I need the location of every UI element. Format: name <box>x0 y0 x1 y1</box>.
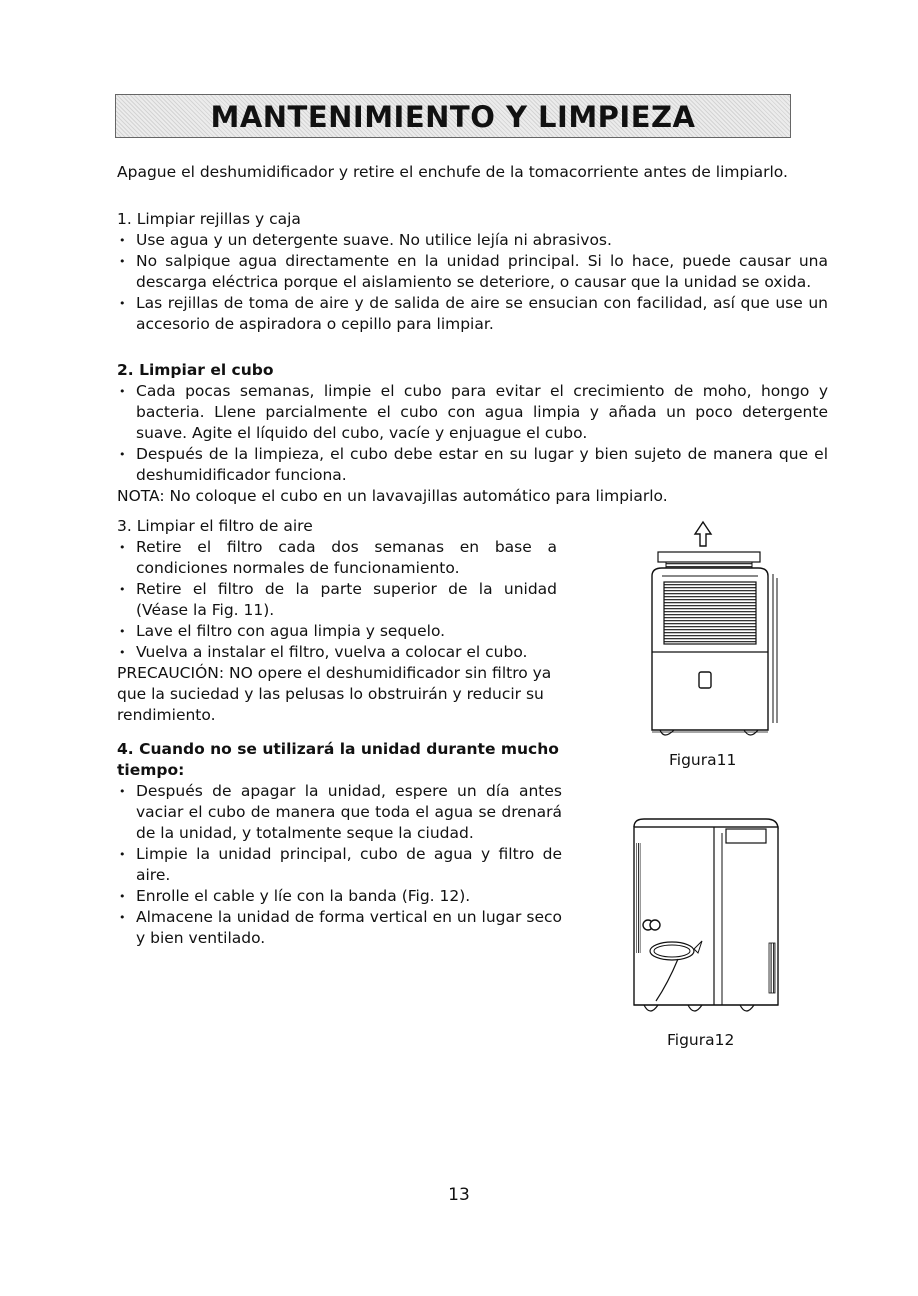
section-1 <box>117 209 828 335</box>
section-2-title: 2. Limpiar el cubo <box>117 361 274 379</box>
intro-text: Apague el deshumidificador y retire el enchufe de la tomacorriente antes de limpiarlo. <box>117 163 788 181</box>
section-4-bullets <box>117 781 562 949</box>
figure-11-caption: Figura11 <box>669 751 737 769</box>
section-1-bullets <box>117 230 828 335</box>
section-1-title: 1. Limpiar rejillas y caja <box>117 210 301 228</box>
title-banner <box>115 94 791 138</box>
section-3 <box>117 516 557 726</box>
list-item: • Retire el filtro de la parte superior de la unidad (Véase la Fig. 11). <box>117 579 557 621</box>
list-item: • Lave el filtro con agua limpia y sequelo. <box>117 621 557 642</box>
list-item: • Almacene la unidad de forma vertical en un lugar seco y bien ventilado. <box>117 907 562 949</box>
page-title: MANTENIMIENTO Y LIMPIEZA <box>210 100 696 134</box>
list-item: • No salpique agua directamente en la unidad principal. Si lo hace, puede causar una descarga eléctrica porque el aislamiento se deteriore, o causar que la unidad se oxida. <box>117 251 828 293</box>
list-item: • Después de la limpieza, el cubo debe estar en su lugar y bien sujeto de manera que el deshumidificador funciona. <box>117 444 828 486</box>
list-item: • Las rejillas de toma de aire y de salida de aire se ensucian con facilidad, así que use un accesorio de aspiradora o cepillo para limpiar. <box>117 293 828 335</box>
section-3-title: 3. Limpiar el filtro de aire <box>117 517 313 535</box>
section-3-bullets <box>117 537 557 663</box>
list-item: • Cada pocas semanas, limpie el cubo para evitar el crecimiento de moho, hongo y bacteria. Llene parcialmente el cubo con agua limpia y añada un poco detergente suave. Agite el líquido del cubo, vacíe y enjuague el cubo. <box>117 381 828 444</box>
list-item: • Use agua y un detergente suave. No utilice lejía ni abrasivos. <box>117 230 828 251</box>
section-4-title: 4. Cuando no se utilizará la unidad durante mucho tiempo: <box>117 740 559 779</box>
figure-12-illustration <box>628 813 784 1023</box>
figure-11-illustration <box>640 518 780 743</box>
figure-12-caption: Figura12 <box>667 1031 735 1049</box>
page-number: 13 <box>448 1185 470 1205</box>
section-4 <box>117 739 562 949</box>
list-item: • Limpie la unidad principal, cubo de agua y filtro de aire. <box>117 844 562 886</box>
section-2-bullets <box>117 381 828 486</box>
section-2 <box>117 360 828 507</box>
list-item: • Vuelva a instalar el filtro, vuelva a colocar el cubo. <box>117 642 557 663</box>
list-item: • Retire el filtro cada dos semanas en base a condiciones normales de funcionamiento. <box>117 537 557 579</box>
list-item: • Después de apagar la unidad, espere un día antes vaciar el cubo de manera que toda el agua se drenará de la unidad, y totalmente seque la ciudad. <box>117 781 562 844</box>
section-2-note: NOTA: No coloque el cubo en un lavavajillas automático para limpiarlo. <box>117 487 668 505</box>
section-3-note: PRECAUCIÓN: NO opere el deshumidificador sin filtro ya que la suciedad y las pelusas lo obstruirán y reducir su rendimiento. <box>117 664 552 724</box>
list-item: • Enrolle el cable y líe con la banda (Fig. 12). <box>117 886 562 907</box>
